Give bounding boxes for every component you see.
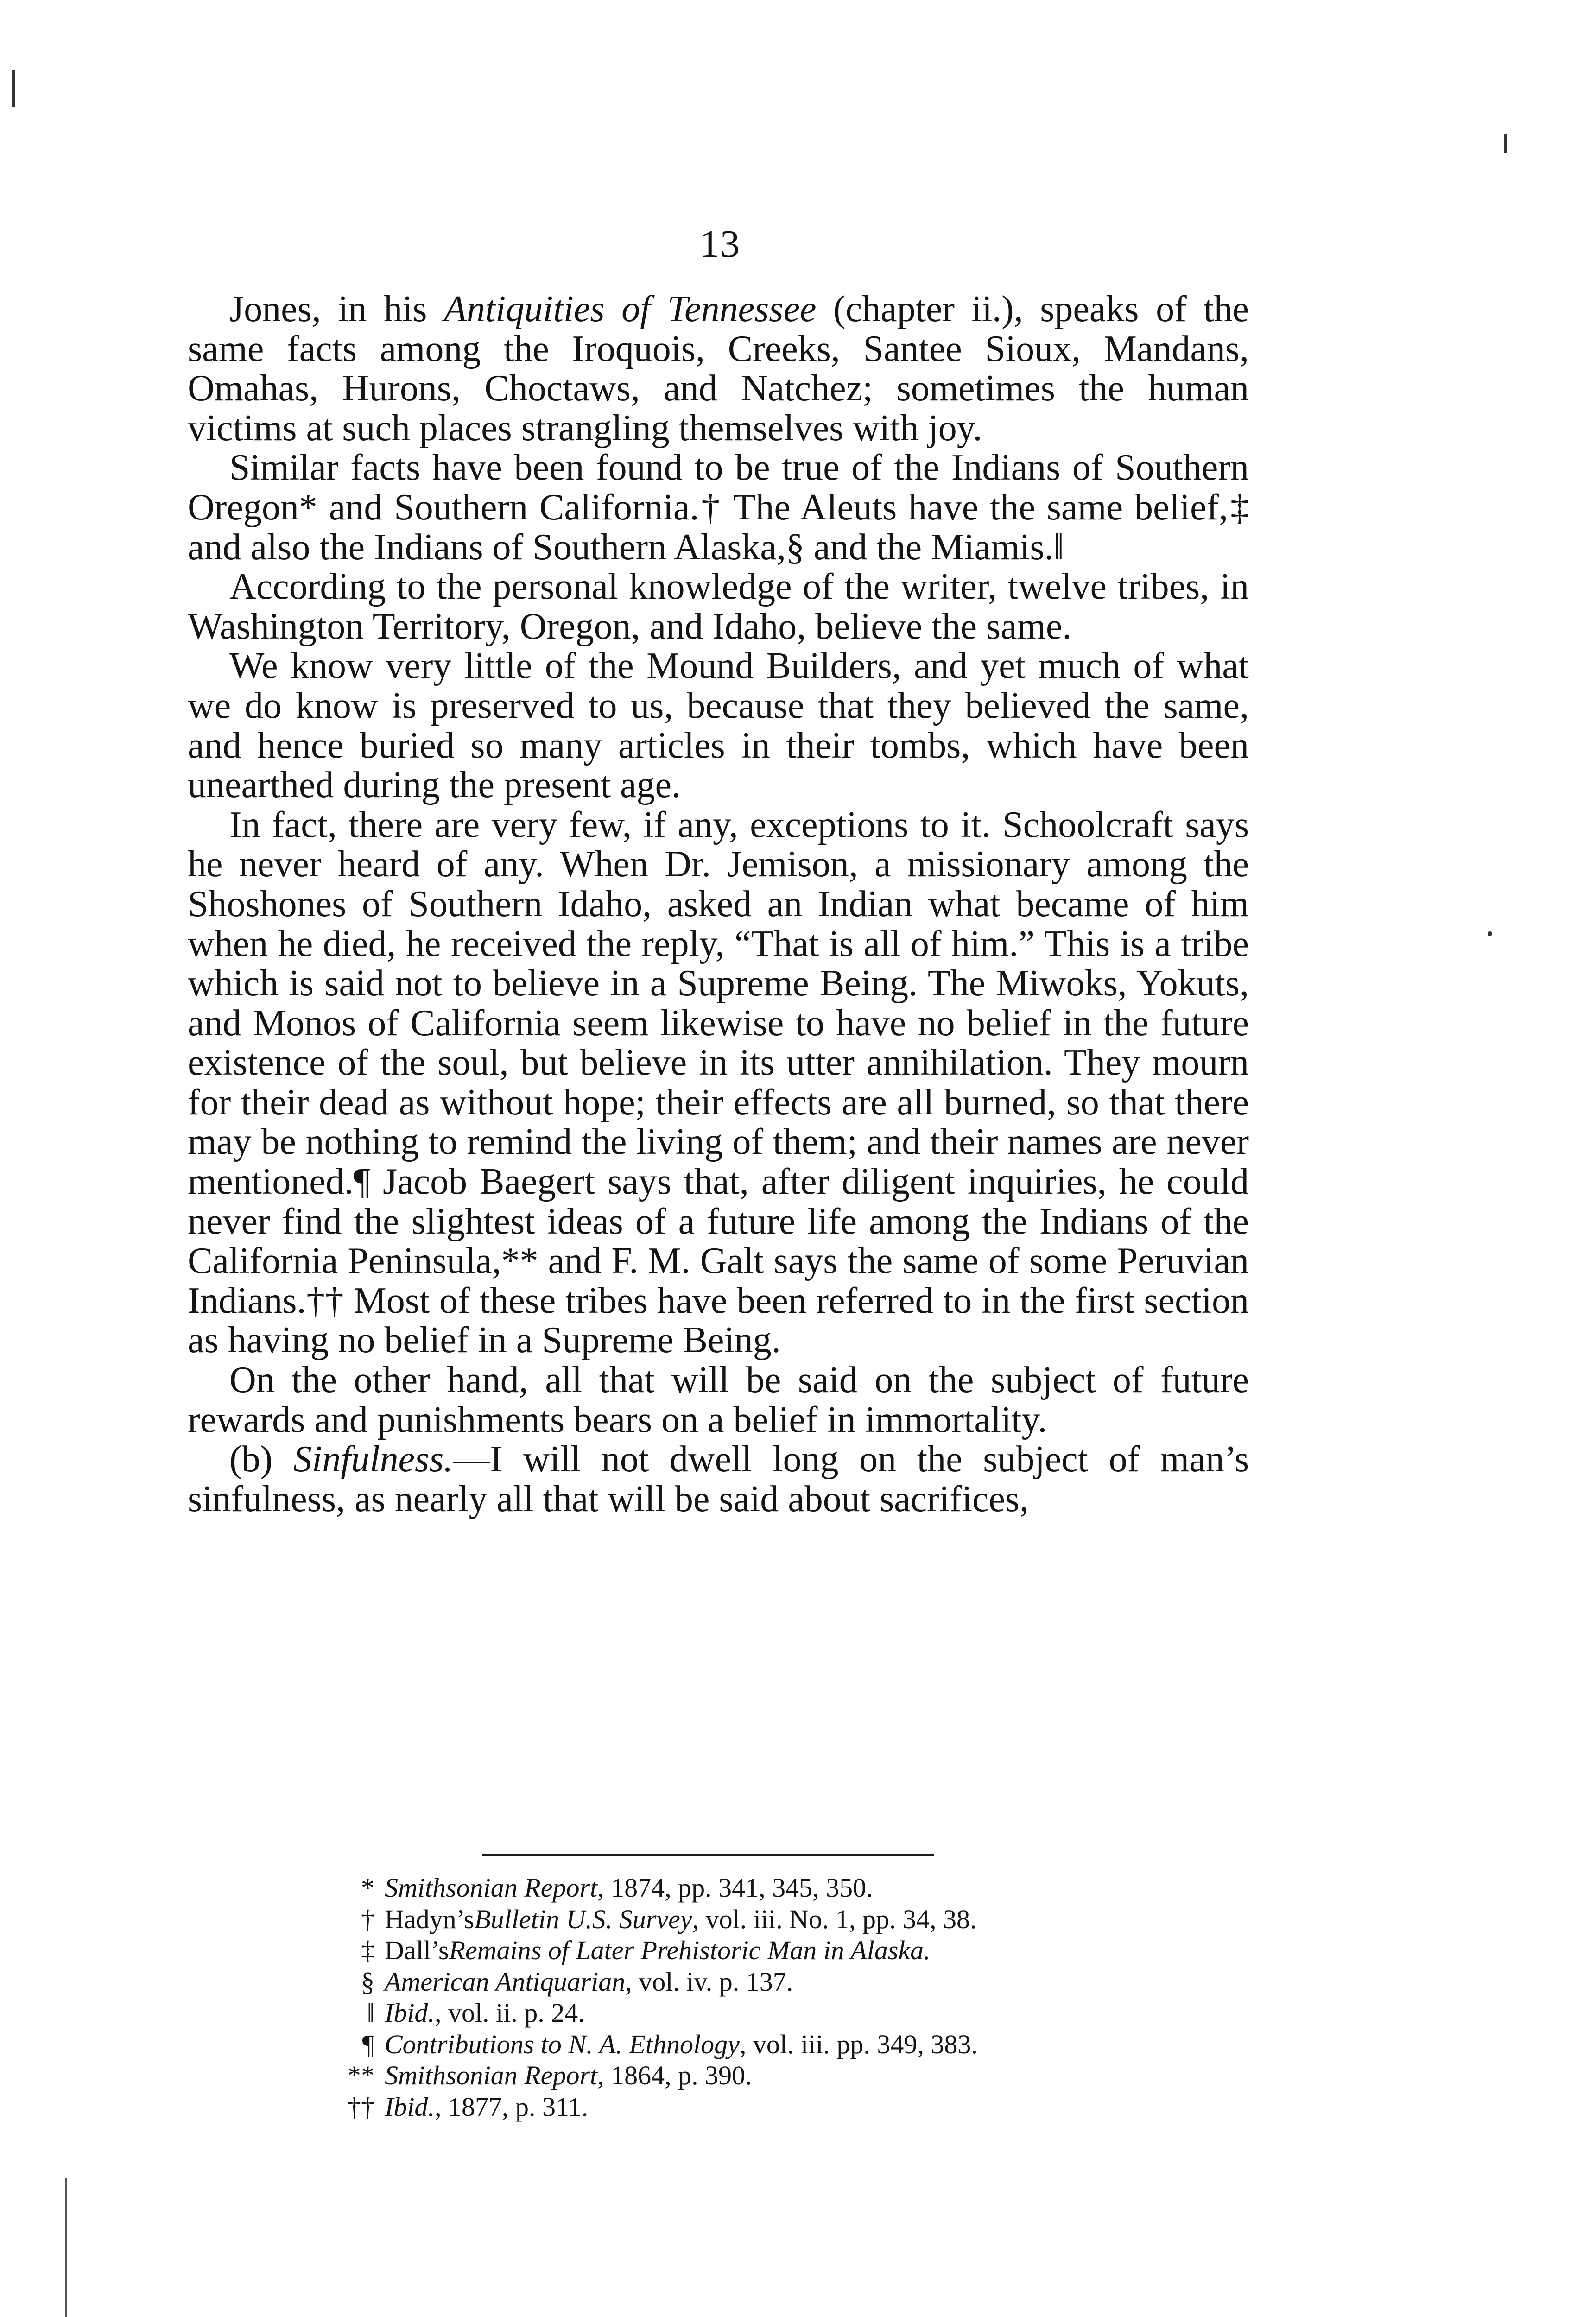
paragraph: (b) Sinfulness.—I will not dwell long on the subject of man’s sinfulness, as nearly all that will be said about sacrifices,	[188, 1439, 1249, 1519]
footnote: * Smithsonian Report , 1874, pp. 341, 345, 350.	[334, 1872, 1214, 1904]
footnote: † Hadyn’s Bulletin U.S. Survey , vol. iii. No. 1, pp. 34, 38.	[334, 1904, 1214, 1935]
footnote-mark: ††	[348, 2091, 374, 2122]
scan-speck	[12, 70, 15, 107]
scan-speck	[65, 2178, 67, 2317]
paragraph: Similar facts have been found to be true of the Indians of Southern Oregon* and Southern California.† The Aleuts have the same belief,‡ and also the Indians of Southern Alaska,§ and the Miamis.‖	[188, 447, 1249, 568]
page-number: 13	[700, 222, 741, 266]
footnote-mark: ‖	[367, 1998, 374, 2028]
paragraph: Jones, in his Antiquities of Tennessee (chapter ii.), speaks of the same facts among the Iroquois, Creeks, Santee Sioux, Mandans, Omahas, Hurons, Choctaws, and Natchez; sometimes the human victims at such places strangling themselves with joy.	[188, 289, 1249, 449]
footnote: ¶ Contributions to N. A. Ethnology , vol. iii. pp. 349, 383.	[334, 2029, 1214, 2060]
paragraph: On the other hand, all that will be said on the subject of future rewards and punishments bears on a belief in immortality.	[188, 1360, 1249, 1440]
footnote-mark: ¶	[362, 2029, 374, 2059]
scan-speck	[1504, 134, 1507, 153]
footnote: ** Smithsonian Report , 1864, p. 390.	[334, 2060, 1214, 2091]
footnote-mark: †	[361, 1904, 374, 1934]
footnote: †† Ibid. , 1877, p. 311.	[334, 2091, 1214, 2123]
footnote-rule	[482, 1854, 934, 1856]
footnote-mark: **	[348, 2060, 374, 2090]
paragraph: In fact, there are very few, if any, exceptions to it. Schoolcraft says he never heard of any. When Dr. Jemison, a missionary among the Shoshones of Southern Idaho, asked an Indian what became of him when he died, he received the reply, “That is all of him.” This is a tribe which is said not to believe in a Supreme Being. The Miwoks, Yokuts, and Monos of California seem likewise to have no belief in the future existence of the soul, but believe in its utter annihilation. They mourn for their dead as without hope; their effects are all burned, so that there may be nothing to remind the living of them; and their names are never mentioned.¶ Jacob Baegert says that, after diligent inquiries, he could never find the slightest ideas of a future life among the Indians of the California Peninsula,** and F. M. Galt says the same of some Peruvian Indians.†† Most of these tribes have been referred to in the first section as having no belief in a Supreme Being.	[188, 804, 1249, 1361]
footnote-mark: *	[361, 1873, 374, 1903]
footnote: ‡ Dall’s Remains of Later Prehistoric Man in Alaska.	[334, 1935, 1214, 1966]
footnotes	[334, 1872, 1214, 2122]
footnote: § American Antiquarian , vol. iv. p. 137.	[334, 1966, 1214, 1998]
body-text	[188, 290, 1249, 1519]
footnote-mark: §	[361, 1966, 374, 1997]
footnote-mark: ‡	[361, 1935, 374, 1965]
paragraph: We know very little of the Mound Builders, and yet much of what we do know is preserved to us, because that they believed the same, and hence buried so many articles in their tombs, which have been unearthed during the present age.	[188, 646, 1249, 806]
footnote: ‖ Ibid. , vol. ii. p. 24.	[334, 1997, 1214, 2029]
paragraph: According to the personal knowledge of the writer, twelve tribes, in Washington Territory, Oregon, and Idaho, believe the same.	[188, 566, 1249, 647]
scan-speck	[1488, 931, 1492, 936]
